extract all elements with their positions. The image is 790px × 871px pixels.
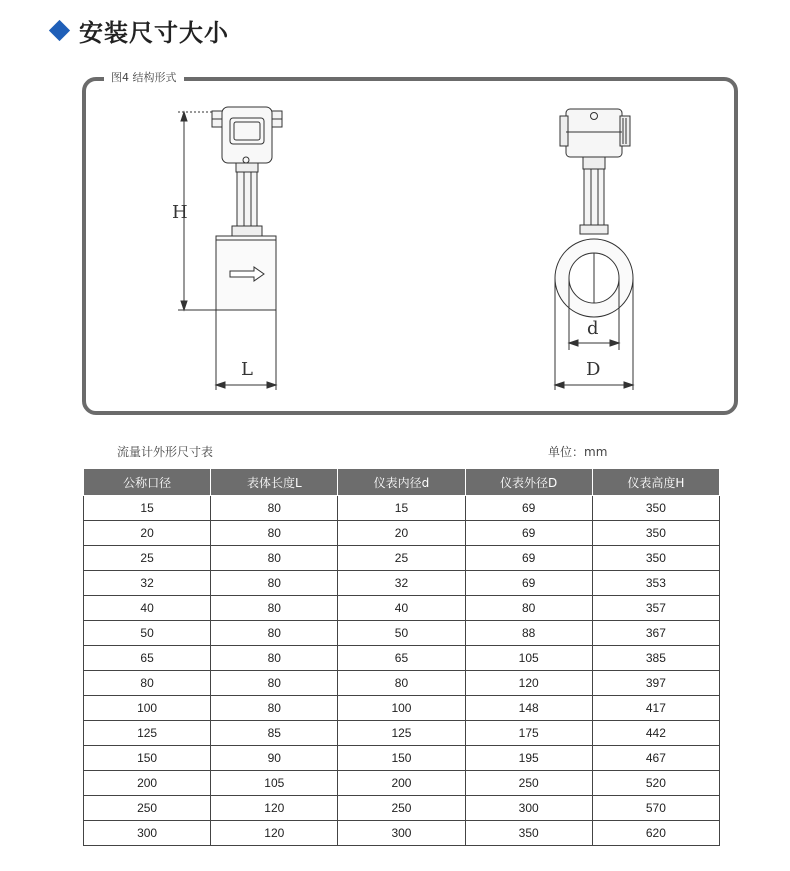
- table-cell: 80: [211, 496, 338, 521]
- table-row: [84, 496, 720, 521]
- table-cell: 80: [211, 521, 338, 546]
- table-cell: 397: [592, 671, 719, 696]
- table-cell: 80: [211, 646, 338, 671]
- table-cell: 570: [592, 796, 719, 821]
- table-unit: 单位：mm: [548, 445, 608, 459]
- table-cell: 69: [465, 496, 592, 521]
- table-cell: 105: [211, 771, 338, 796]
- table-cell: 125: [338, 721, 465, 746]
- dimension-table: [83, 468, 720, 846]
- table-row: [84, 596, 720, 621]
- table-cell: 100: [338, 696, 465, 721]
- table-cell: 20: [84, 521, 211, 546]
- table-cell: 350: [465, 821, 592, 846]
- table-cell: 148: [465, 696, 592, 721]
- table-caption: 流量计外形尺寸表: [117, 445, 214, 459]
- table-cell: 15: [338, 496, 465, 521]
- table-cell: 175: [465, 721, 592, 746]
- table-cell: 250: [338, 796, 465, 821]
- table-cell: 350: [592, 521, 719, 546]
- table-cell: 90: [211, 746, 338, 771]
- table-cell: 15: [84, 496, 211, 521]
- table-cell: 385: [592, 646, 719, 671]
- table-cell: 120: [211, 796, 338, 821]
- table-cell: 357: [592, 596, 719, 621]
- table-cell: 250: [465, 771, 592, 796]
- table-cell: 69: [465, 571, 592, 596]
- table-cell: 300: [465, 796, 592, 821]
- table-row: [84, 621, 720, 646]
- structure-drawing: [0, 0, 790, 430]
- table-row: [84, 671, 720, 696]
- figure-label: 图4 结构形式: [104, 69, 184, 85]
- table-cell: 367: [592, 621, 719, 646]
- front-view-drawing: [555, 109, 633, 390]
- table-row: [84, 546, 720, 571]
- table-cell: 80: [211, 671, 338, 696]
- table-row: [84, 821, 720, 846]
- table-row: [84, 571, 720, 596]
- table-cell: 200: [84, 771, 211, 796]
- table-cell: 442: [592, 721, 719, 746]
- table-row: [84, 771, 720, 796]
- table-cell: 69: [465, 521, 592, 546]
- table-row: [84, 746, 720, 771]
- table-row: [84, 696, 720, 721]
- dim-H-label: H: [172, 202, 188, 223]
- table-cell: 40: [84, 596, 211, 621]
- table-cell: 80: [211, 696, 338, 721]
- table-cell: 65: [84, 646, 211, 671]
- table-cell: 25: [84, 546, 211, 571]
- table-cell: 25: [338, 546, 465, 571]
- column-header-height: 仪表高度H: [592, 469, 719, 496]
- table-row: [84, 521, 720, 546]
- table-cell: 250: [84, 796, 211, 821]
- table-header-row: [84, 469, 720, 496]
- table-cell: 50: [84, 621, 211, 646]
- table-cell: 300: [84, 821, 211, 846]
- table-row: [84, 721, 720, 746]
- column-header-nominal-diameter: 公称口径: [84, 469, 211, 496]
- table-cell: 85: [211, 721, 338, 746]
- side-view-drawing: [178, 107, 282, 390]
- table-cell: 80: [211, 571, 338, 596]
- table-cell: 150: [84, 746, 211, 771]
- table-cell: 120: [211, 821, 338, 846]
- table-cell: 195: [465, 746, 592, 771]
- table-cell: 300: [338, 821, 465, 846]
- table-cell: 80: [465, 596, 592, 621]
- table-cell: 32: [84, 571, 211, 596]
- table-cell: 20: [338, 521, 465, 546]
- table-cell: 350: [592, 546, 719, 571]
- table-cell: 105: [465, 646, 592, 671]
- table-cell: 125: [84, 721, 211, 746]
- section-title: 安装尺寸大小: [79, 18, 229, 47]
- table-cell: 100: [84, 696, 211, 721]
- table-cell: 88: [465, 621, 592, 646]
- table-row: [84, 646, 720, 671]
- table-cell: 32: [338, 571, 465, 596]
- table-cell: 417: [592, 696, 719, 721]
- table-cell: 80: [211, 596, 338, 621]
- dim-L-label: L: [241, 359, 253, 380]
- table-row: [84, 796, 720, 821]
- dim-d-label: d: [587, 318, 599, 339]
- column-header-outer-diameter: 仪表外径D: [465, 469, 592, 496]
- table-cell: 80: [338, 671, 465, 696]
- table-cell: 620: [592, 821, 719, 846]
- table-cell: 40: [338, 596, 465, 621]
- table-cell: 353: [592, 571, 719, 596]
- table-cell: 120: [465, 671, 592, 696]
- table-cell: 69: [465, 546, 592, 571]
- table-cell: 80: [211, 546, 338, 571]
- table-cell: 200: [338, 771, 465, 796]
- table-cell: 80: [211, 621, 338, 646]
- table-cell: 65: [338, 646, 465, 671]
- dim-D-label: D: [586, 359, 601, 380]
- table-cell: 467: [592, 746, 719, 771]
- table-cell: 80: [84, 671, 211, 696]
- column-header-inner-diameter: 仪表内径d: [338, 469, 465, 496]
- table-cell: 50: [338, 621, 465, 646]
- table-cell: 350: [592, 496, 719, 521]
- table-cell: 150: [338, 746, 465, 771]
- table-cell: 520: [592, 771, 719, 796]
- column-header-body-length: 表体长度L: [211, 469, 338, 496]
